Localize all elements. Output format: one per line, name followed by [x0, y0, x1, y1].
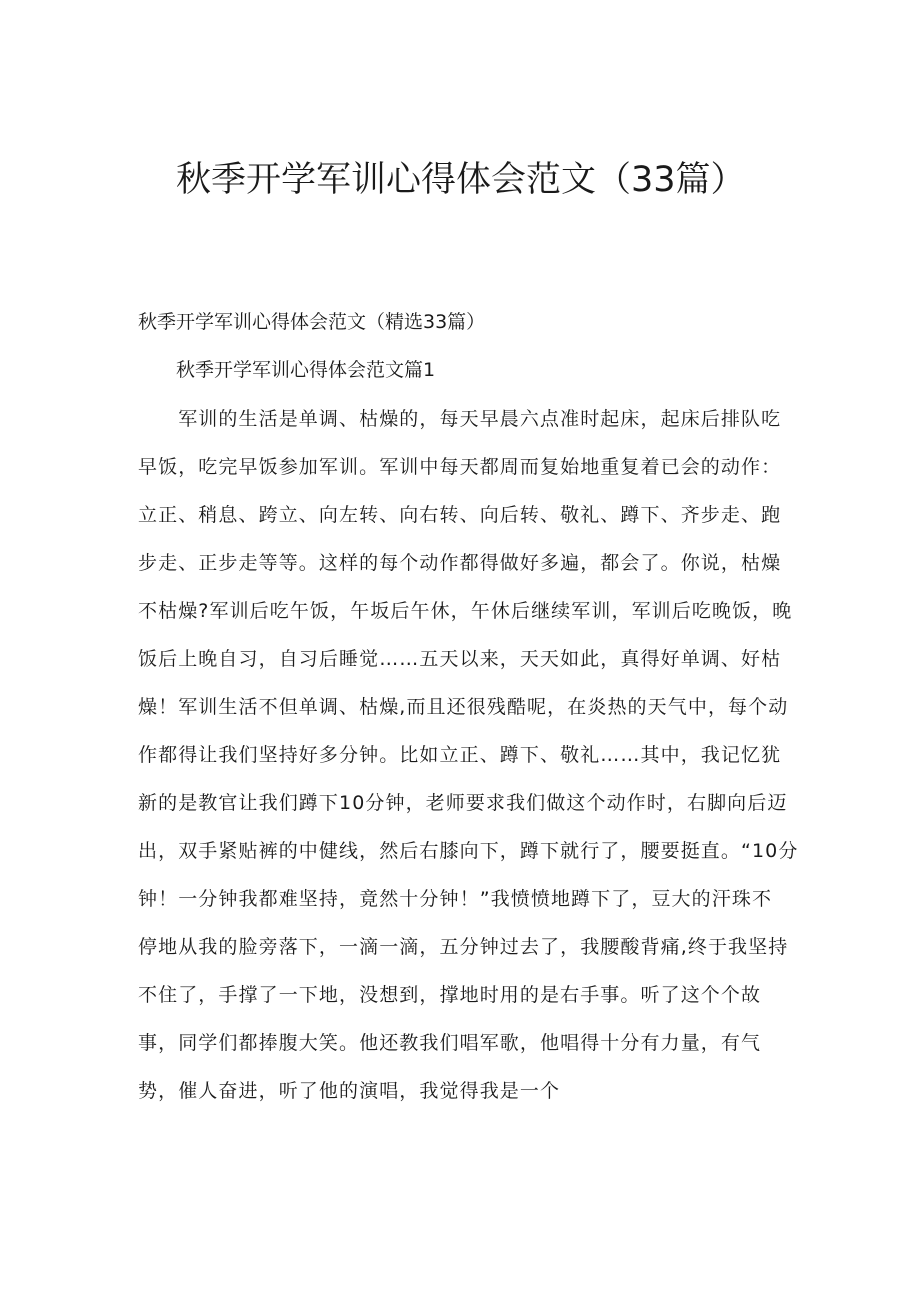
body-line: 不住了，手撑了一下地，没想到，撑地时用的是右手事。听了这个个故 [138, 984, 762, 1006]
body-line: 立正、稍息、跨立、向左转、向右转、向后转、敬礼、蹲下、齐步走、跑 [138, 504, 782, 526]
body-line: 事，同学们都捧腹大笑。他还教我们唱军歌，他唱得十分有力量，有气 [138, 1032, 762, 1054]
body-line: 停地从我的脸旁落下，一滴一滴，五分钟过去了，我腰酸背痛,终于我坚持 [138, 936, 789, 958]
body-line: 新的是教官让我们蹲下10分钟，老师要求我们做这个动作时，右脚向后迈 [138, 792, 788, 814]
document-intro: 秋季开学军训心得体会范文（精选33篇） [138, 311, 486, 333]
body-line: 不枯燥?军训后吃午饭，午坂后午休，午休后继续军训，军训后吃晚饭，晚 [138, 600, 793, 622]
body-line: 饭后上晚自习，自习后睡觉……五天以来，天天如此，真得好单调、好枯 [138, 648, 782, 670]
body-line: 步走、正步走等等。这样的每个动作都得做好多遍，都会了。你说，枯燥 [138, 552, 782, 574]
body-line: 出，双手紧贴裤的中健线，然后右膝向下，蹲下就行了，腰要挺直。“10分 [138, 840, 799, 862]
body-line: 军训的生活是单调、枯燥的，每天早晨六点准时起床，起床后排队吃 [138, 408, 782, 430]
document-title: 秋季开学军训心得体会范文（33篇） [176, 160, 746, 200]
body-paragraph [138, 395, 798, 1115]
body-line: 早饭，吃完早饭参加军训。军训中每天都周而复始地重复着已会的动作： [138, 456, 782, 478]
body-line: 钟！一分钟我都难坚持，竟然十分钟！”我愤愤地蹲下了，豆大的汗珠不 [138, 888, 773, 910]
body-line: 作都得让我们坚持好多分钟。比如立正、蹲下、敬礼……其中，我记忆犹 [138, 744, 782, 766]
section-heading: 秋季开学军训心得体会范文篇1 [176, 359, 436, 381]
body-line: 势，催人奋进，听了他的演唱，我觉得我是一个 [138, 1080, 561, 1102]
body-line: 燥！军训生活不但单调、枯燥,而且还很残酷呢，在炎热的天气中，每个动 [138, 696, 789, 718]
